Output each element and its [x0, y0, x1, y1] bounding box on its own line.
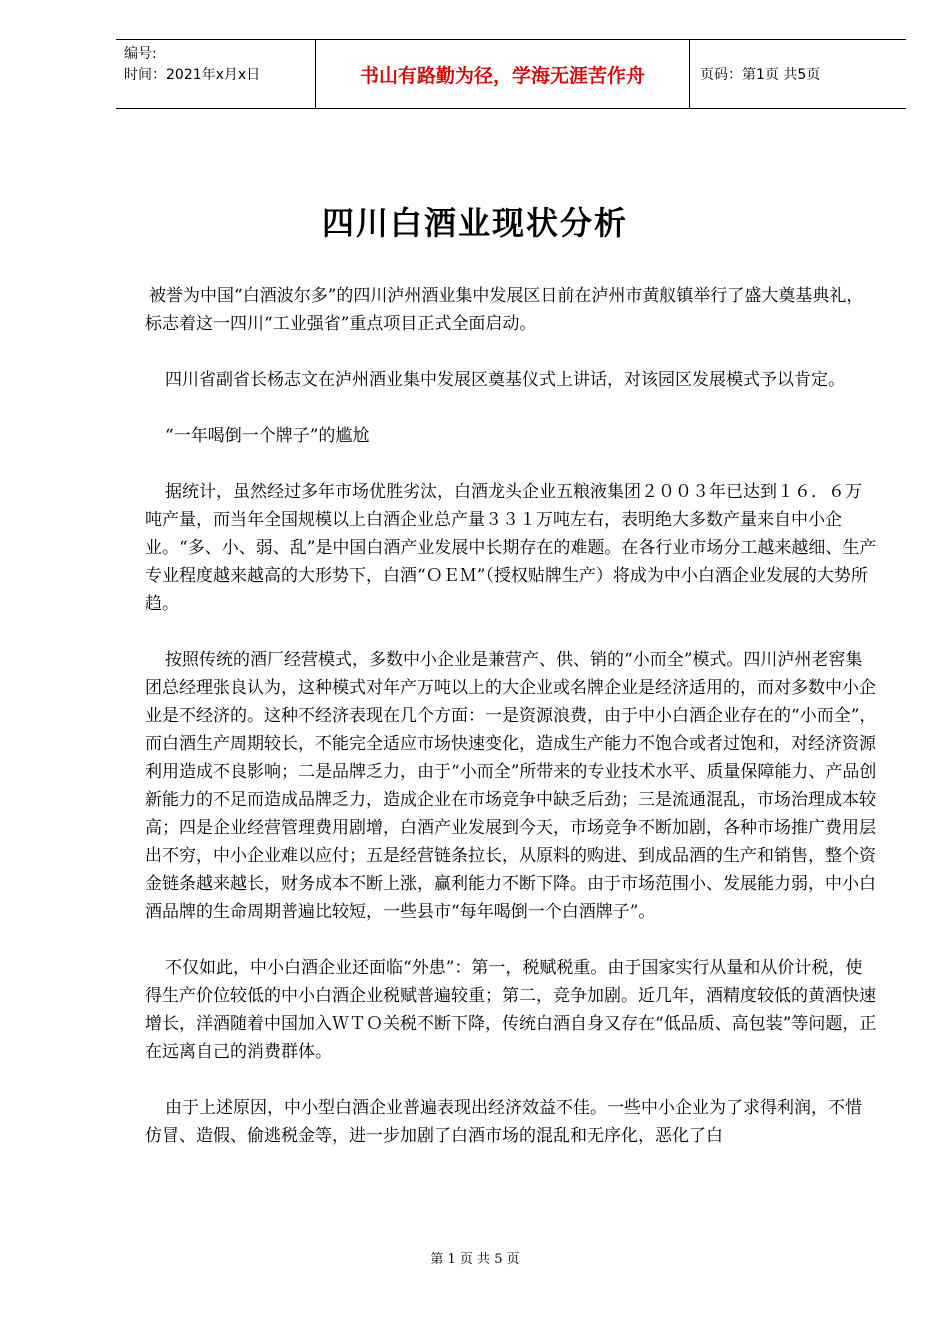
- header-meta: [116, 40, 316, 108]
- paragraph: 四川省副省长杨志文在泸州酒业集中发展区奠基仪式上讲话，对该园区发展模式予以肯定。: [165, 370, 845, 390]
- paragraph: 由于上述原因，中小型白酒企业普遍表现出经济效益不佳。一些中小企业为了求得利润，不惜仿冒、造假、偷逃税金等，进一步加剧了白酒市场的混乱和无序化，恶化了白: [145, 1098, 862, 1146]
- paragraph: 据统计，虽然经过多年市场优胜劣汰，白酒龙头企业五粮液集团２００３年已达到１６．６万吨产量，而当年全国规模以上白酒企业总产量３３１万吨左右，表明绝大多数产量来自中小企业。“多、小、弱、乱”是中国白酒产业发展中长期存在的难题。在各行业市场分工越来越细、生产专业程度越来越高的大形势下，白酒“ＯＥＭ”（授权贴牌生产）将成为中小白酒企业发展的大势所趋。: [145, 482, 877, 614]
- header-motto: 书山有路勤为径，学海无涯苦作舟: [316, 40, 690, 108]
- number-label: 编号:: [124, 46, 157, 62]
- time-label: 时间：2021年x月x日: [124, 67, 261, 83]
- document-title: 四川白酒业现状分析: [321, 204, 628, 242]
- paragraph: 不仅如此，中小白酒企业还面临“外患”：第一，税赋税重。由于国家实行从量和从价计税，使得生产价位较低的中小白酒企业税赋普遍较重；第二，竞争加剧。近几年，酒精度较低的黄酒快速增长，洋酒随着中国加入ＷＴＯ关税不断下降，传统白酒自身又存在“低品质、高包装”等问题，正在远离自己的消费群体。: [145, 958, 877, 1062]
- header-page-info: 页码：第1页 共5页: [700, 67, 821, 83]
- section-heading: “一年喝倒一个牌子”的尴尬: [165, 426, 370, 446]
- document-body: [145, 282, 877, 1178]
- paragraph: 被誉为中国“白酒波尔多”的四川泸州酒业集中发展区日前在泸州市黄舣镇举行了盛大奠基典礼，标志着这一四川“工业强省”重点项目正式全面启动。: [145, 286, 864, 334]
- page-footer: 第 1 页 共 5 页: [430, 1252, 520, 1267]
- document-header: [116, 39, 906, 109]
- paragraph: 按照传统的酒厂经营模式，多数中小企业是兼营产、供、销的“小而全”模式。四川泸州老窖集团总经理张良认为，这种模式对年产万吨以上的大企业或名牌企业是经济适用的，而对多数中小企业是不经济的。这种不经济表现在几个方面：一是资源浪费，由于中小白酒企业存在的“小而全”，而白酒生产周期较长，不能完全适应市场快速变化，造成生产能力不饱合或者过饱和，对经济资源利用造成不良影响；二是品牌乏力，由于“小而全”所带来的专业技术水平、质量保障能力、产品创新能力的不足而造成品牌乏力，造成企业在市场竞争中缺乏后劲；三是流通混乱，市场治理成本较高；四是企业经营管理费用剧增，白酒产业发展到今天，市场竞争不断加剧，各种市场推广费用层出不穷，中小企业难以应付；五是经营链条拉长，从原料的购进、到成品酒的生产和销售，整个资金链条越来越长，财务成本不断上涨，赢利能力不断下降。由于市场范围小、发展能力弱，中小白酒品牌的生命周期普遍比较短，一些县市“每年喝倒一个白酒牌子”。: [145, 650, 877, 922]
